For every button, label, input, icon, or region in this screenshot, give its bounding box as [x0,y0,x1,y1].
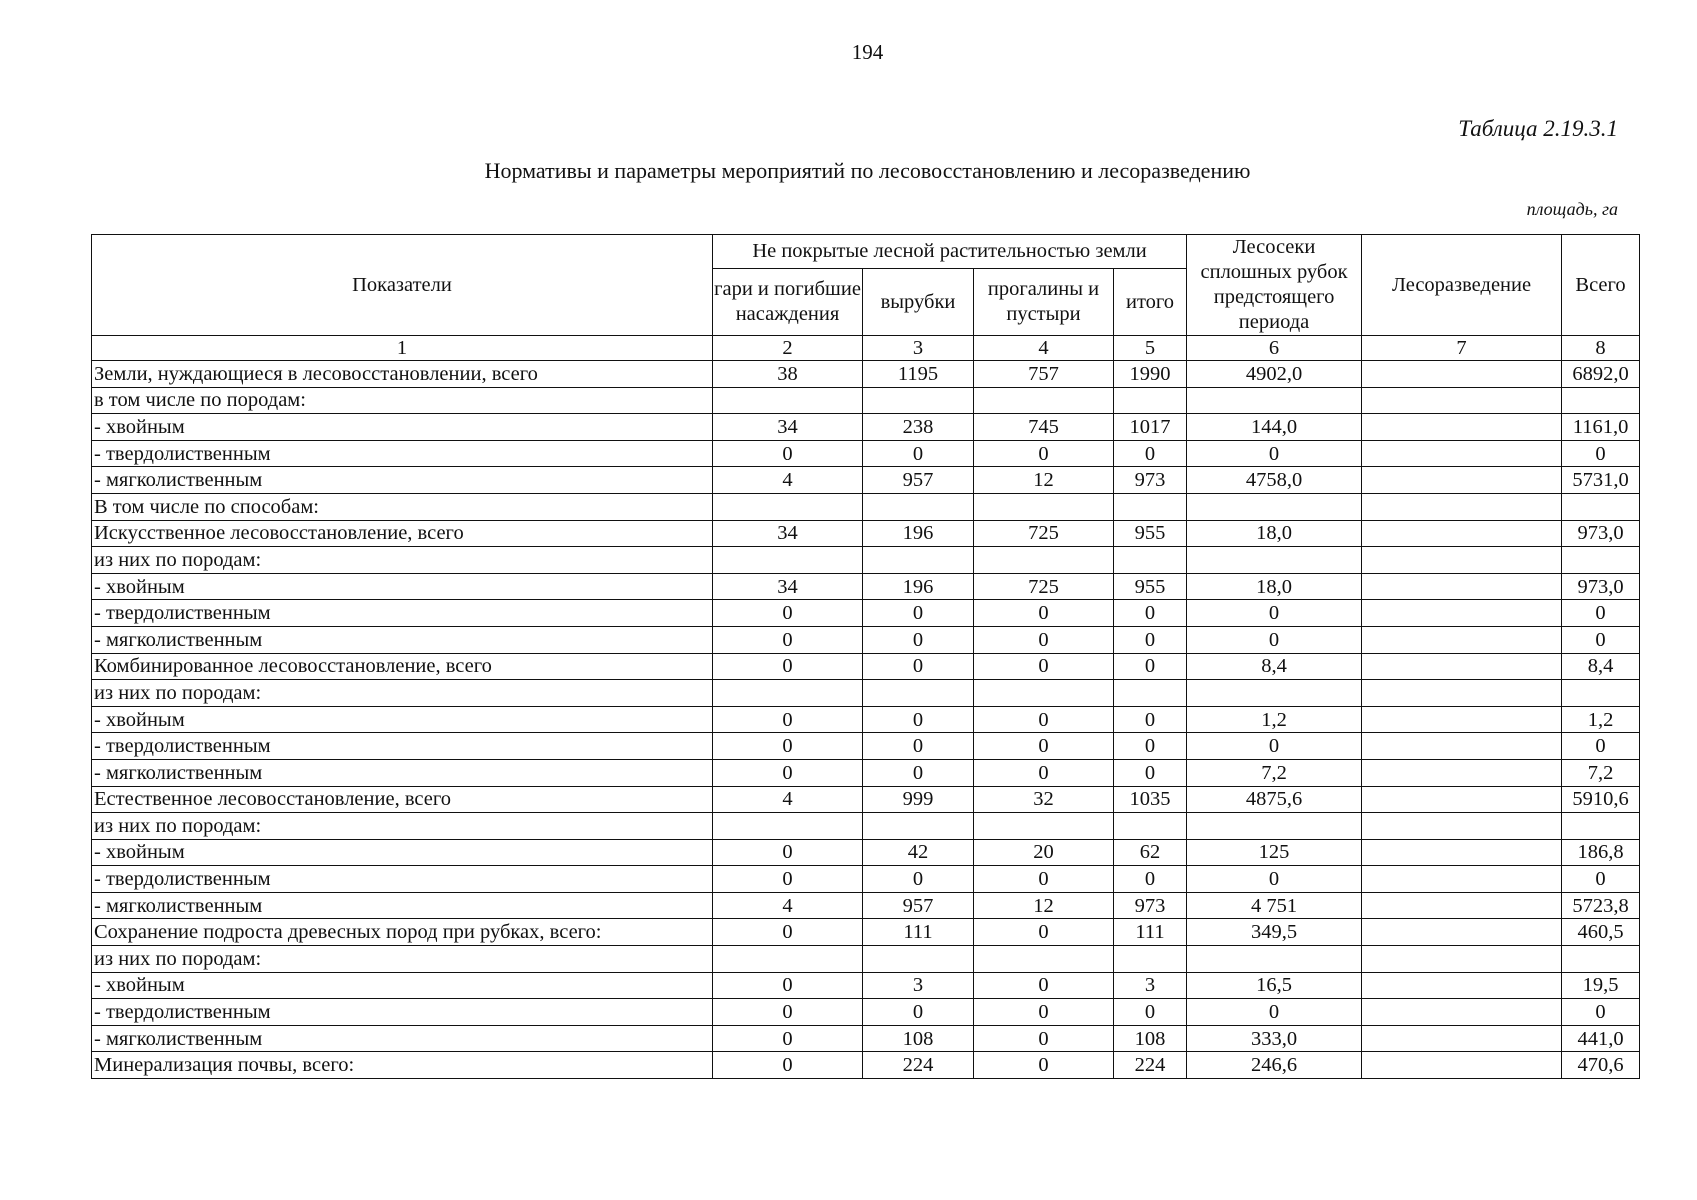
table-cell: 196 [863,520,974,547]
table-cell: 725 [974,573,1114,600]
table-row [92,866,1640,893]
column-number: 4 [974,336,1114,361]
table-cell: 745 [974,414,1114,441]
header-afforestation: Лесоразведение [1362,235,1562,336]
table-cell: 0 [713,626,863,653]
table-cell: 34 [713,414,863,441]
table-cell: 7,2 [1562,759,1640,786]
table-cell [1562,547,1640,574]
table-cell: 0 [863,999,974,1026]
table-cell: 5910,6 [1562,786,1640,813]
table-cell: 18,0 [1187,520,1362,547]
table-cell: 0 [974,759,1114,786]
header-total: Всего [1562,235,1640,336]
table-cell [713,493,863,520]
table-cell: 349,5 [1187,919,1362,946]
row-label: Комбинированное лесовосстановление, всего [92,653,713,680]
table-row [92,414,1640,441]
column-number-row [92,336,1640,361]
table-cell: 0 [1114,706,1187,733]
table-cell: 957 [863,892,974,919]
table-cell [713,387,863,414]
table-cell [1187,547,1362,574]
header-cuttings: вырубки [863,269,974,336]
header-subtotal: итого [1114,269,1187,336]
table-cell [1362,361,1562,388]
header-clearcuts: Лесосеки сплошных рубок предстоящего периода [1187,235,1362,336]
table-cell: 0 [713,1025,863,1052]
table-row [92,680,1640,707]
header-indicators: Показатели [92,235,713,336]
table-cell: 0 [1562,999,1640,1026]
table-row [92,733,1640,760]
row-label: - хвойным [92,573,713,600]
table-cell: 19,5 [1562,972,1640,999]
row-label: - твердолиственным [92,440,713,467]
table-cell: 108 [1114,1025,1187,1052]
table-cell [863,387,974,414]
table-cell: 238 [863,414,974,441]
table-cell: 0 [1187,440,1362,467]
table-cell [974,680,1114,707]
row-label: В том числе по способам: [92,493,713,520]
table-cell [1362,759,1562,786]
table-cell: 0 [974,626,1114,653]
row-label: из них по породам: [92,946,713,973]
table-row [92,1025,1640,1052]
table-cell [1114,813,1187,840]
row-label: - хвойным [92,414,713,441]
table-cell: 111 [1114,919,1187,946]
table-cell: 0 [974,733,1114,760]
table-cell: 0 [1187,626,1362,653]
table-cell: 0 [974,440,1114,467]
table-cell [1114,547,1187,574]
table-cell: 0 [1114,733,1187,760]
table-cell: 3 [863,972,974,999]
table-cell: 0 [974,866,1114,893]
table-cell: 973 [1114,467,1187,494]
table-cell [863,813,974,840]
table-cell: 0 [974,706,1114,733]
table-cell: 973,0 [1562,520,1640,547]
table-cell: 0 [1562,440,1640,467]
table-cell: 0 [713,919,863,946]
table-row [92,919,1640,946]
table-cell: 725 [974,520,1114,547]
table-cell: 0 [713,866,863,893]
row-label: - твердолиственным [92,999,713,1026]
table-row [92,813,1640,840]
table-cell [1187,813,1362,840]
row-label: - мягколиственным [92,1025,713,1052]
table-cell: 0 [974,1052,1114,1079]
table-cell [1362,839,1562,866]
table-cell [713,547,863,574]
table-cell: 1,2 [1562,706,1640,733]
table-cell: 224 [1114,1052,1187,1079]
row-label: из них по породам: [92,813,713,840]
table-cell [1362,573,1562,600]
table-cell: 0 [974,999,1114,1026]
table-cell: 0 [1114,866,1187,893]
table-cell: 42 [863,839,974,866]
table-cell: 0 [1114,999,1187,1026]
table-cell [1114,493,1187,520]
table-cell [1362,493,1562,520]
table-cell: 0 [1187,999,1362,1026]
table-cell: 470,6 [1562,1052,1640,1079]
table-cell: 0 [1114,440,1187,467]
table-cell: 955 [1114,520,1187,547]
table-cell: 62 [1114,839,1187,866]
row-label: из них по породам: [92,680,713,707]
table-cell [1114,946,1187,973]
table-cell: 0 [713,600,863,627]
table-cell [713,680,863,707]
table-cell: 0 [974,972,1114,999]
table-row [92,600,1640,627]
table-cell: 0 [713,653,863,680]
table-cell: 0 [1562,600,1640,627]
table-cell: 0 [974,653,1114,680]
table-cell: 12 [974,467,1114,494]
table-cell: 0 [863,706,974,733]
table-cell: 32 [974,786,1114,813]
table-row [92,759,1640,786]
table-cell: 460,5 [1562,919,1640,946]
row-label: Естественное лесовосстановление, всего [92,786,713,813]
data-table [91,234,1640,1079]
table-cell [1187,680,1362,707]
table-cell [1362,733,1562,760]
table-cell: 18,0 [1187,573,1362,600]
table-cell: 7,2 [1187,759,1362,786]
table-cell: 0 [1114,759,1187,786]
table-cell: 4902,0 [1187,361,1362,388]
column-number: 1 [92,336,713,361]
table-row [92,972,1640,999]
table-cell [974,547,1114,574]
table-cell: 4 [713,467,863,494]
table-row [92,653,1640,680]
table-cell [1362,440,1562,467]
table-cell [1562,387,1640,414]
table-cell [1362,919,1562,946]
table-cell [1362,414,1562,441]
row-label: из них по породам: [92,547,713,574]
table-row [92,946,1640,973]
table-cell [1187,493,1362,520]
table-cell [1362,520,1562,547]
table-cell: 0 [1114,626,1187,653]
table-cell: 1195 [863,361,974,388]
row-label: - хвойным [92,706,713,733]
column-number: 8 [1562,336,1640,361]
table-cell: 973,0 [1562,573,1640,600]
table-cell: 0 [974,1025,1114,1052]
table-cell: 0 [1562,733,1640,760]
table-cell [863,680,974,707]
table-row [92,626,1640,653]
table-cell: 4 [713,892,863,919]
table-cell: 0 [1187,600,1362,627]
table-cell [1562,493,1640,520]
row-label: Сохранение подроста древесных пород при рубках, всего: [92,919,713,946]
table-cell: 0 [863,866,974,893]
table-cell: 0 [1114,653,1187,680]
column-number: 2 [713,336,863,361]
table-cell: 34 [713,573,863,600]
table-cell [713,813,863,840]
table-cell: 999 [863,786,974,813]
table-cell: 757 [974,361,1114,388]
table-row [92,493,1640,520]
table-cell: 38 [713,361,863,388]
table-cell [974,946,1114,973]
row-label: - мягколиственным [92,626,713,653]
table-cell: 1,2 [1187,706,1362,733]
table-cell [1362,626,1562,653]
table-cell: 8,4 [1187,653,1362,680]
row-label: в том числе по породам: [92,387,713,414]
table-cell: 1161,0 [1562,414,1640,441]
table-cell: 0 [974,600,1114,627]
document-title: Нормативы и параметры мероприятий по лесовосстановлению и лесоразведению [484,158,1251,183]
table-cell: 5723,8 [1562,892,1640,919]
table-cell: 0 [713,999,863,1026]
table-cell: 224 [863,1052,974,1079]
table-cell [1362,866,1562,893]
table-cell: 955 [1114,573,1187,600]
row-label: - хвойным [92,839,713,866]
table-row [92,440,1640,467]
table-row [92,706,1640,733]
table-cell [1362,600,1562,627]
table-cell: 16,5 [1187,972,1362,999]
table-cell: 0 [713,972,863,999]
table-cell: 4875,6 [1187,786,1362,813]
table-cell: 333,0 [1187,1025,1362,1052]
table-row [92,1052,1640,1079]
table-cell [713,946,863,973]
table-cell: 0 [1187,733,1362,760]
table-cell: 6892,0 [1562,361,1640,388]
table-row [92,467,1640,494]
row-label: Минерализация почвы, всего: [92,1052,713,1079]
row-label: - твердолиственным [92,600,713,627]
row-label: - мягколиственным [92,759,713,786]
row-label: Земли, нуждающиеся в лесовосстановлении, всего [92,361,713,388]
table-cell [974,813,1114,840]
table-cell [1562,680,1640,707]
table-cell [1362,786,1562,813]
table-cell [863,493,974,520]
table-cell [1362,1052,1562,1079]
table-cell: 0 [863,653,974,680]
table-cell [1362,813,1562,840]
table-cell: 1990 [1114,361,1187,388]
row-label: - мягколиственным [92,892,713,919]
table-cell [1362,653,1562,680]
column-number: 3 [863,336,974,361]
table-cell [863,946,974,973]
table-cell: 111 [863,919,974,946]
table-cell [1114,387,1187,414]
table-cell [1562,813,1640,840]
table-cell: 0 [713,759,863,786]
table-cell: 125 [1187,839,1362,866]
table-label: Таблица 2.19.3.1 [1458,116,1618,141]
table-cell: 0 [863,733,974,760]
table-cell: 0 [974,919,1114,946]
table-row [92,520,1640,547]
table-cell: 0 [1114,600,1187,627]
table-cell: 1017 [1114,414,1187,441]
table-cell: 0 [713,440,863,467]
row-label: - твердолиственным [92,733,713,760]
table-cell [1362,946,1562,973]
table-cell [1362,706,1562,733]
table-cell: 246,6 [1187,1052,1362,1079]
table-cell [1362,680,1562,707]
table-row [92,573,1640,600]
table-cell [1187,946,1362,973]
table-cell: 973 [1114,892,1187,919]
table-cell: 34 [713,520,863,547]
table-cell [1362,1025,1562,1052]
table-row [92,786,1640,813]
column-number: 6 [1187,336,1362,361]
table-row [92,547,1640,574]
row-label: - мягколиственным [92,467,713,494]
table-row [92,892,1640,919]
table-cell [974,387,1114,414]
table-cell: 0 [713,733,863,760]
table-row [92,361,1640,388]
table-cell [863,547,974,574]
table-cell: 12 [974,892,1114,919]
table-cell: 0 [713,706,863,733]
table-cell: 0 [1562,626,1640,653]
table-cell: 5731,0 [1562,467,1640,494]
table-cell [1362,547,1562,574]
table-cell: 0 [1562,866,1640,893]
table-cell [1362,999,1562,1026]
table-cell [1362,892,1562,919]
table-cell: 0 [713,839,863,866]
table-cell [1187,387,1362,414]
header-glades: прогалины и пустыри [974,269,1114,336]
table-cell [1362,387,1562,414]
table-cell: 8,4 [1562,653,1640,680]
table-cell: 0 [1187,866,1362,893]
table-cell: 1035 [1114,786,1187,813]
table-cell: 4758,0 [1187,467,1362,494]
table-cell: 957 [863,467,974,494]
unit-label: площадь, га [1526,199,1618,219]
table-cell: 186,8 [1562,839,1640,866]
table-cell: 3 [1114,972,1187,999]
table-cell: 4 [713,786,863,813]
header-uncovered-lands: Не покрытые лесной растительностью земли [713,235,1187,269]
row-label: - хвойным [92,972,713,999]
table-cell: 0 [863,600,974,627]
table-cell: 20 [974,839,1114,866]
table-cell: 0 [863,626,974,653]
table-cell [1114,680,1187,707]
table-cell: 441,0 [1562,1025,1640,1052]
row-label: Искусственное лесовосстановление, всего [92,520,713,547]
table-cell: 144,0 [1187,414,1362,441]
column-number: 7 [1362,336,1562,361]
table-row [92,387,1640,414]
table-cell: 108 [863,1025,974,1052]
table-row [92,999,1640,1026]
column-number: 5 [1114,336,1187,361]
row-label: - твердолиственным [92,866,713,893]
table-row [92,839,1640,866]
table-cell [1562,946,1640,973]
table-cell: 0 [713,1052,863,1079]
table-cell [1362,972,1562,999]
header-burns: гари и погибшие насаждения [713,269,863,336]
table-cell: 0 [863,440,974,467]
table-cell [1362,467,1562,494]
table-cell: 196 [863,573,974,600]
table-cell [974,493,1114,520]
table-cell: 4 751 [1187,892,1362,919]
page-number: 194 [851,40,884,64]
table-cell: 0 [863,759,974,786]
